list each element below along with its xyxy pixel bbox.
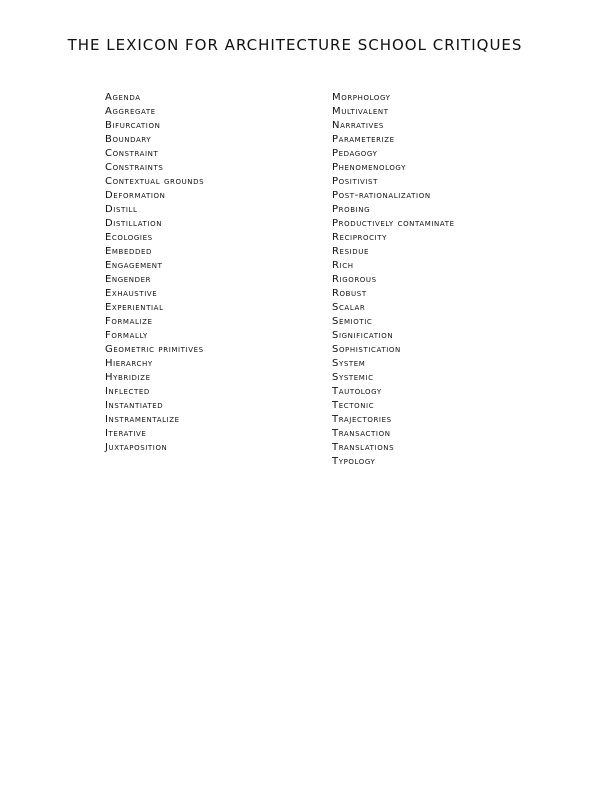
term-list-item: Instramentalize [105, 414, 180, 425]
term-list-item: Bifurcation [105, 120, 161, 131]
term-list-item: Parameterize [332, 134, 395, 145]
term-list-item: Boundary [105, 134, 152, 145]
term-list-item: Geometric primitives [105, 344, 204, 355]
term-list-item: Iterative [105, 428, 147, 439]
term-list-item: Agenda [105, 92, 141, 103]
term-list-item: Probing [332, 204, 371, 215]
term-list-item: Constraints [105, 162, 164, 173]
term-list-item: Distillation [105, 218, 163, 229]
term-list-item: Embedded [105, 246, 152, 257]
term-list-item: Formally [105, 330, 148, 341]
term-list-item: Experiential [105, 302, 164, 313]
term-list-item: Constraint [105, 148, 159, 159]
term-list-item: Post-rationalization [332, 190, 431, 201]
term-list-item: Phenomenology [332, 162, 406, 173]
term-list-item: Juxtaposition [105, 442, 168, 453]
term-list-item: Typology [332, 456, 376, 467]
term-list-item: Residue [332, 246, 370, 257]
term-list-item: Productively contaminate [332, 218, 455, 229]
term-list-item: Deformation [105, 190, 166, 201]
right-term-column [332, 91, 455, 469]
term-list-item: Trajectories [332, 414, 392, 425]
term-list-item: Formalize [105, 316, 153, 327]
term-list-item: Translations [332, 442, 395, 453]
term-list-item: Sophistication [332, 344, 401, 355]
term-list-item: Contextual grounds [105, 176, 205, 187]
term-list-item: Signification [332, 330, 394, 341]
term-list-item: Systemic [332, 372, 374, 383]
term-list-item: Engender [105, 274, 152, 285]
term-list-item: Tectonic [332, 400, 375, 411]
term-list-item: Hybridize [105, 372, 151, 383]
term-list-item: Hierarchy [105, 358, 153, 369]
term-list-item: Tautology [332, 386, 382, 397]
term-list-item: Instantiated [105, 400, 164, 411]
term-list-item: Narratives [332, 120, 384, 131]
term-list-item: Transaction [332, 428, 391, 439]
term-list-item: Positivist [332, 176, 378, 187]
left-term-column [105, 91, 204, 455]
term-list-item: Morphology [332, 92, 391, 103]
term-list-item: Robust [332, 288, 367, 299]
term-list-item: Rich [332, 260, 354, 271]
term-list-item: Distill [105, 204, 138, 215]
term-list-item: Engagement [105, 260, 163, 271]
term-list-item: Aggregate [105, 106, 156, 117]
term-list-item: Semiotic [332, 316, 373, 327]
term-list-item: Multivalent [332, 106, 389, 117]
term-list-item: Scalar [332, 302, 366, 313]
page-title: THE LEXICON FOR ARCHITECTURE SCHOOL CRITIQUES [67, 36, 523, 54]
term-list-item: Rigorous [332, 274, 377, 285]
term-list-item: System [332, 358, 366, 369]
term-list-item: Inflected [105, 386, 150, 397]
term-list-item: Reciprocity [332, 232, 388, 243]
term-list-item: Pedagogy [332, 148, 378, 159]
term-list-item: Exhaustive [105, 288, 158, 299]
term-list-item: Ecologies [105, 232, 153, 243]
